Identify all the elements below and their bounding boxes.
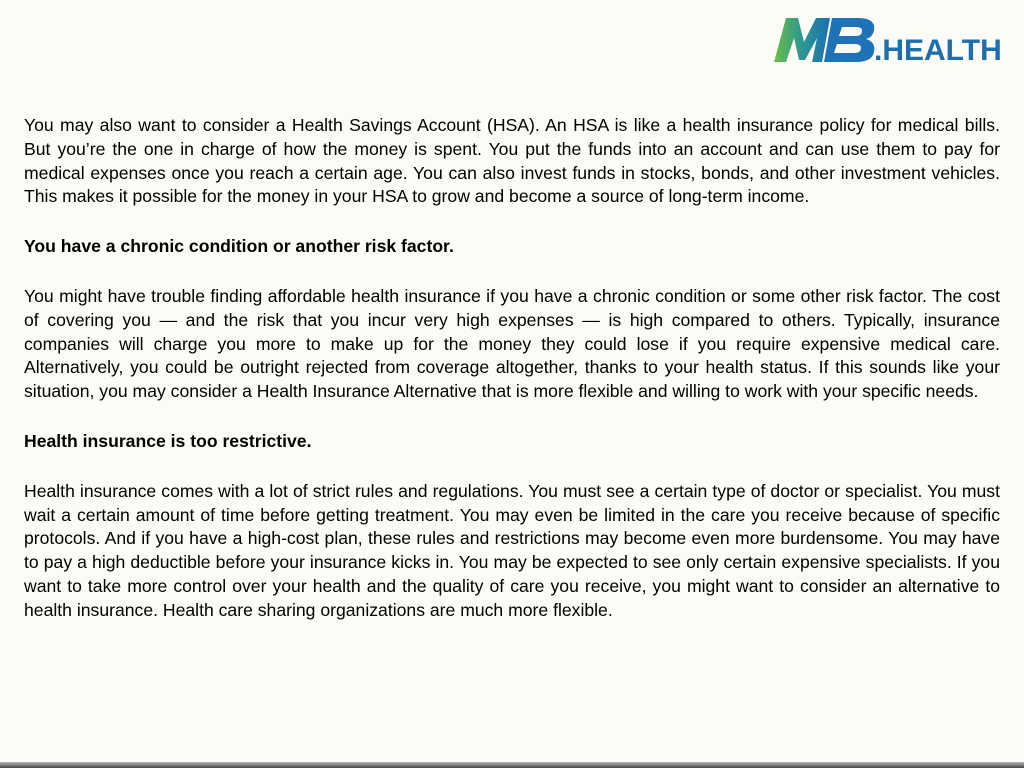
paragraph-chronic-condition: You might have trouble finding affordable health insurance if you have a chronic condition or some other risk factor. The cost of covering you — and the risk that you incur very high expenses — is high compared to others. Typically, insurance companies will charge you more to make up for the money they could lose if you require expensive medical care. Alternatively, you could be outright rejected from coverage altogether, thanks to your health status. If this sounds like your situation, you may consider a Health Insurance Alternative that is more flexible and willing to work with your specific needs.: [24, 285, 1000, 402]
heading-chronic-condition: You have a chronic condition or another risk factor.: [24, 236, 454, 257]
mpb-health-logo: [772, 14, 1004, 64]
document-body: [24, 114, 1000, 623]
logo-wordmark: .HEALTH: [874, 34, 1002, 64]
logo-mark: [772, 14, 1004, 64]
paragraph-too-restrictive: Health insurance comes with a lot of strict rules and regulations. You must see a certain type of doctor or specialist. You must wait a certain amount of time before getting treatment. You may even be limited in the care you receive because of specific protocols. And if you have a high-cost plan, these rules and restrictions may become even more burdensome. You may have to pay a high deductible before your insurance kicks in. You may be expected to see only certain expensive specialists. If you want to take more control over your health and the quality of care you receive, you might want to consider an alternative to health insurance. Health care sharing organizations are much more flexible.: [24, 480, 1000, 620]
paragraph-hsa: You may also want to consider a Health Savings Account (HSA). An HSA is like a health insurance policy for medical bills. But you’re the one in charge of how the money is spent. You put the funds into an account and can use them to pay for medical expenses once you reach a certain age. You can also invest funds in stocks, bonds, and other investment vehicles. This makes it possible for the money in your HSA to grow and become a source of long-term income.: [24, 115, 1000, 207]
bottom-border: [0, 762, 1024, 768]
heading-too-restrictive: Health insurance is too restrictive.: [24, 430, 312, 451]
